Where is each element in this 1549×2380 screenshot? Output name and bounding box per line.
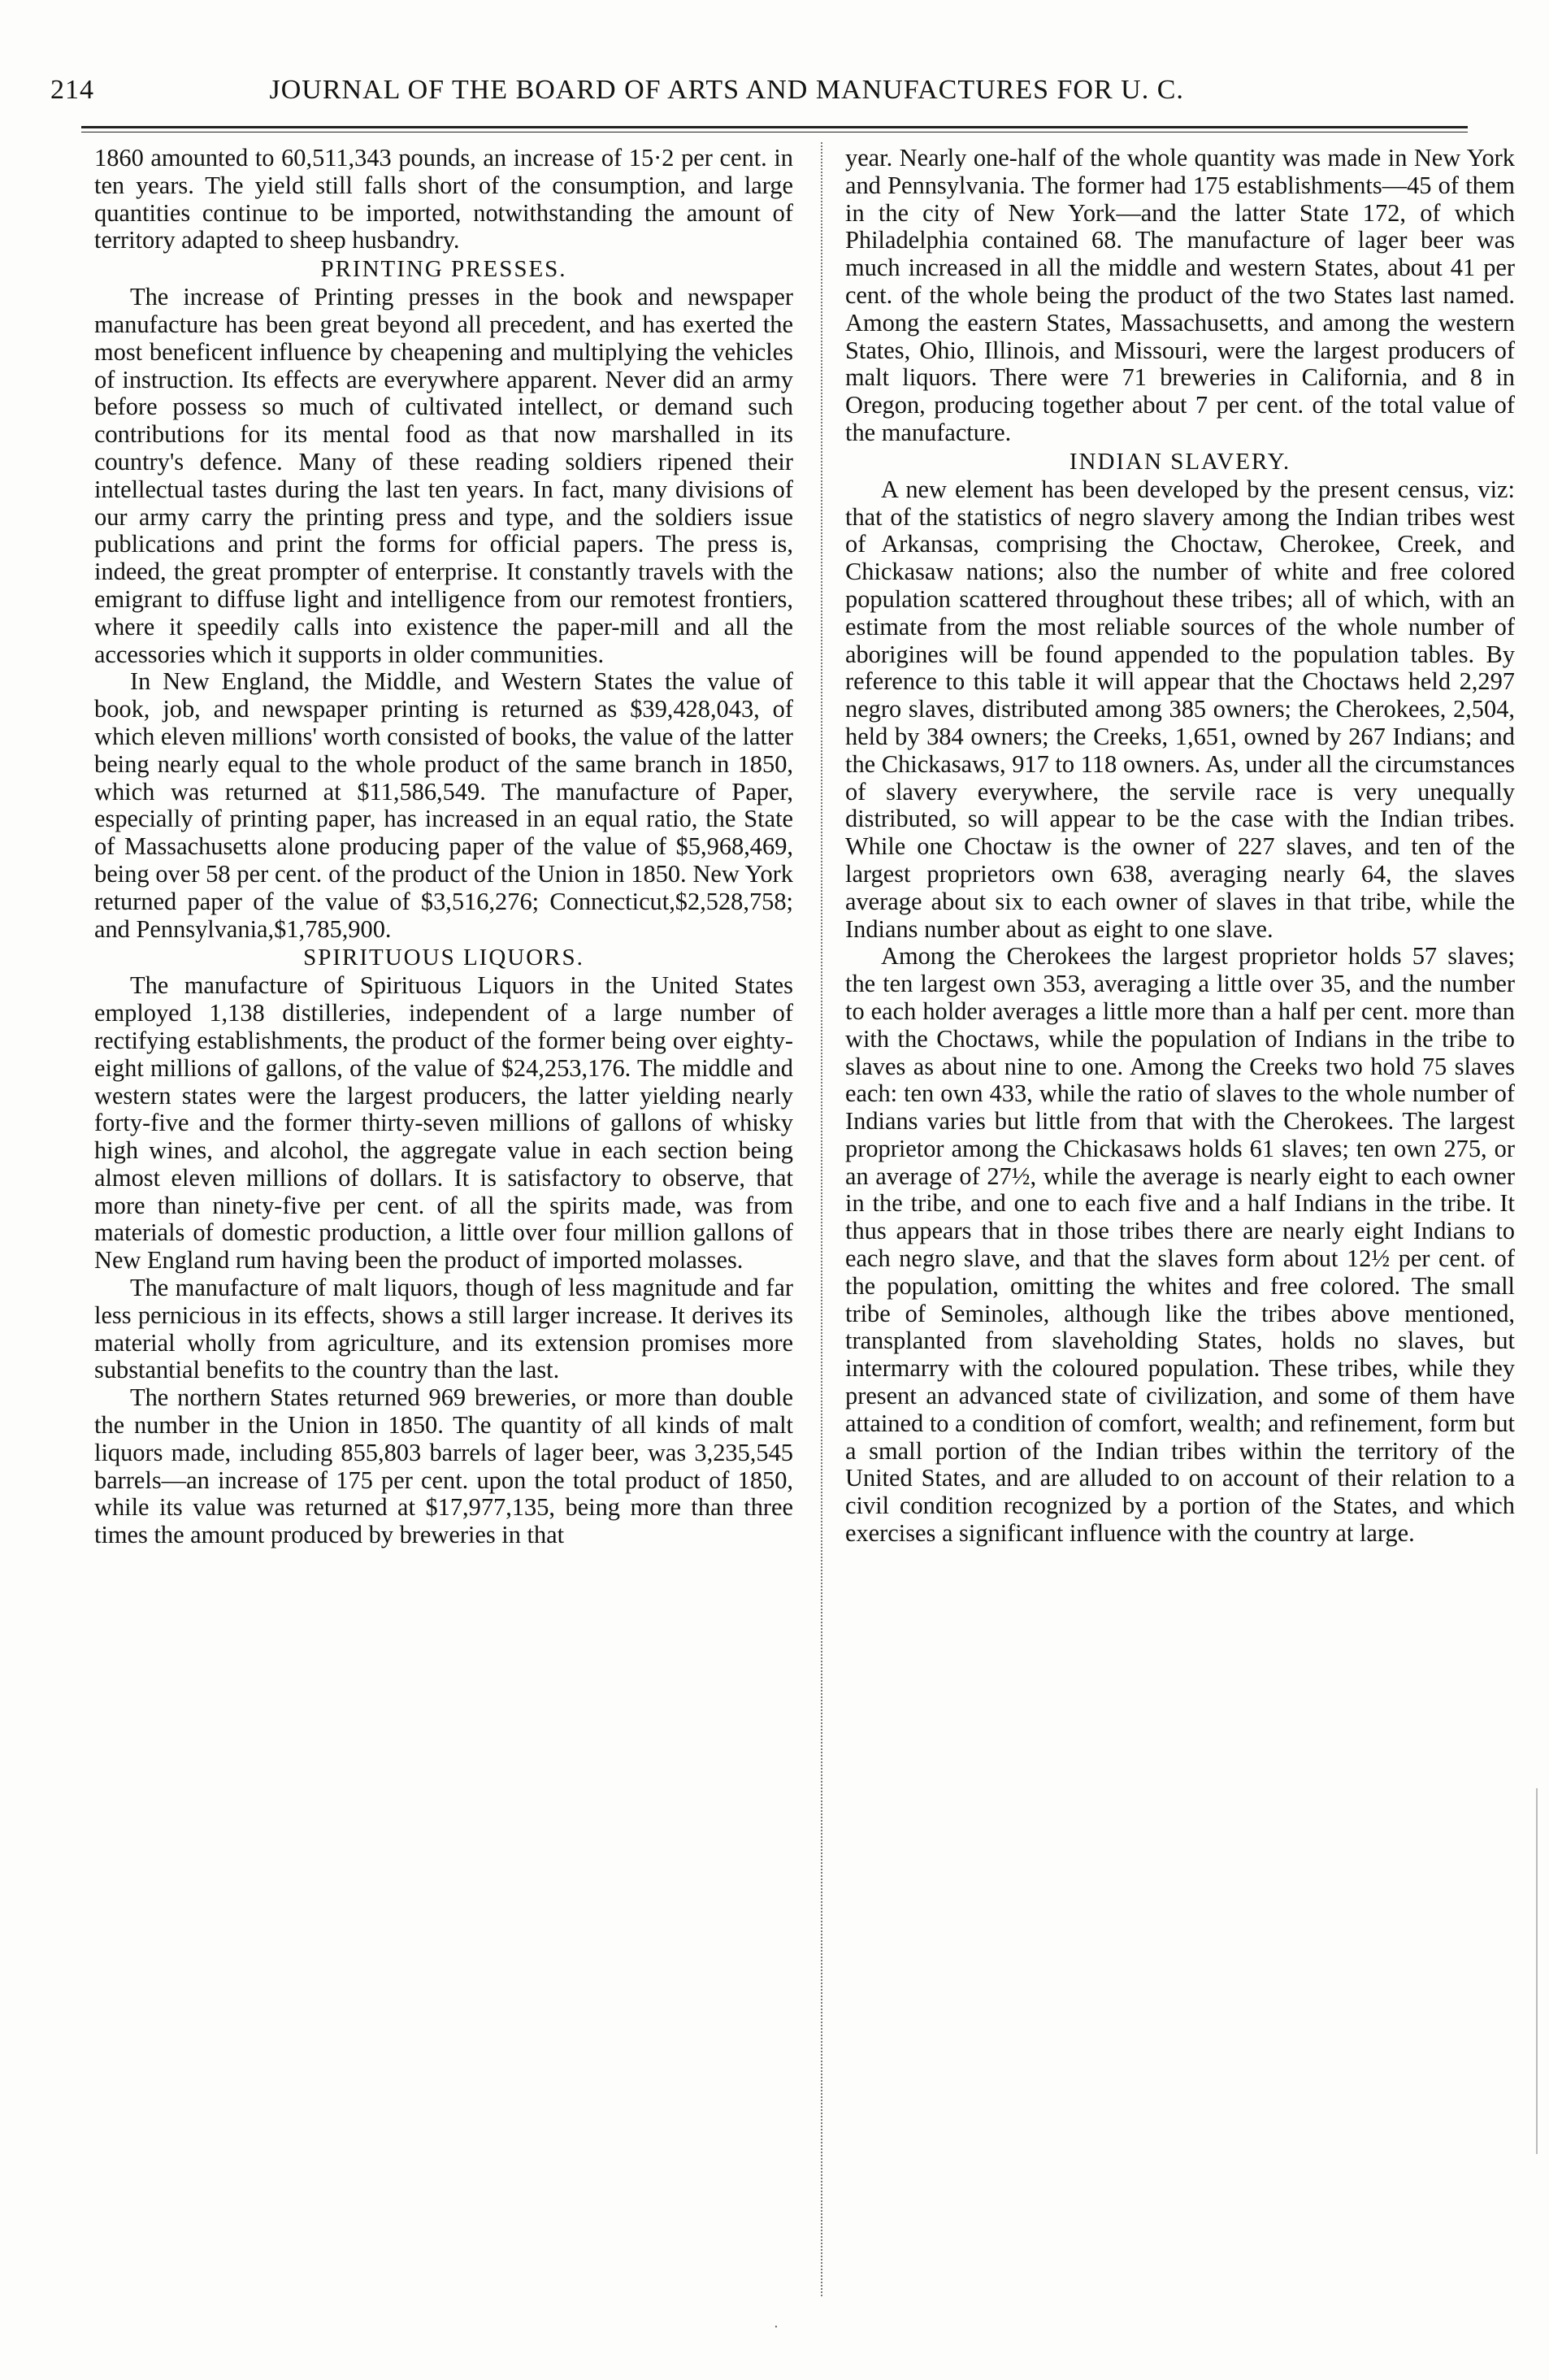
right-column (845, 145, 1515, 1548)
column-divider (821, 142, 822, 2296)
header-rule (81, 126, 1468, 128)
paragraph: The northern States returned 969 breweries, or more than double the number in the Union in 1850. The quantity of all kinds of malt liquors made, including 855,803 barrels of lager beer, was 3,235,545 barrels—an increase of 175 per cent. upon the total product of 1850, while its value was returned at $17,977,135, being more than three times the amount produced by breweries in that (94, 1383, 793, 1549)
paragraph: The manufacture of Spirituous Liquors in the United States employed 1,138 distilleries, independent of a large number of rectifying establishments, the product of the former being over eighty-eight millions of gallons, of the value of $24,253,176. The middle and western states were the largest producers, the latter yielding nearly forty-five and the former thirty-seven millions of gallons of whisky high wines, and alcohol, the aggregate value in each section being almost eleven millions of dollars. It is satisfactory to observe, that more than ninety-five per cent. of all the spirits made, was from materials of domestic production, a little over four million gallons of New England rum having been the product of imported molasses. (94, 971, 793, 1275)
section-heading-indian-slavery: INDIAN SLAVERY. (1069, 448, 1291, 475)
paragraph: 1860 amounted to 60,511,343 pounds, an increase of 15·2 per cent. in ten years. The yield still falls short of the consumption, and large quantities continue to be imported, notwithstanding the amount of territory adapted to sheep husbandry. (94, 144, 793, 254)
paragraph: A new element has been developed by the present census, viz: that of the statistics of negro slavery among the Indian tribes west of Arkansas, comprising the Choctaw, Cherokee, Creek, and Chickasaw nations; also the number of white and free colored population scattered throughout these tribes; all of which, with an estimate from the most reliable sources of the whole number of aborigines will be found appended to the population tables. By reference to this table it will appear that the Choctaws held 2,297 negro slaves, distributed among 385 owners; the Cherokees, 2,504, held by 384 owners; the Creeks, 1,651, owned by 267 Indians; and the Chickasaws, 917 to 118 owners. As, under all the circumstances of slavery everywhere, the servile race is very unequally distributed, so will appear to be the case with the Indian tribes. While one Choctaw is the owner of 227 slaves, and ten of the largest proprietors own 638, averaging nearly 64, the slaves average about six to each owner of slaves in that tribe, while the Indians number about as eight to one slave. (845, 475, 1515, 943)
paragraph: The increase of Printing presses in the book and newspaper manufacture has been great beyond all precedent, and has exerted the most beneficent influence by cheapening and multiplying the vehicles of instruction. Its effects are everywhere apparent. Never did an army before possess so much of cultivated intellect, or demand such contributions for its mental food as that now marshalled in its country's defence. Many of these reading soldiers ripened their intellectual tastes during the last ten years. In fact, many divisions of our army carry the printing press and type, and the soldiers issue publications and print the forms for official papers. The press is, indeed, the great prompter of enterprise. It constantly travels with the emigrant to diffuse light and intelligence from our remotest frontiers, where it speedily calls into existence the paper-mill and all the accessories which it supports in older communities. (94, 283, 793, 668)
page-number: 214 (50, 75, 94, 105)
footer-mark: · (773, 2318, 779, 2336)
section-heading-printing-presses: PRINTING PRESSES. (320, 256, 567, 283)
section-heading-spirituous-liquors: SPIRITUOUS LIQUORS. (303, 945, 584, 971)
page-edge-mark (1526, 1788, 1538, 2154)
paragraph: The manufacture of malt liquors, though of less magnitude and far less pernicious in its effects, shows a still larger increase. It derives its material wholly from agriculture, and its extension promises more substantial benefits to the country than the last. (94, 1274, 793, 1384)
left-column (94, 145, 793, 1549)
running-header (50, 75, 1513, 106)
paragraph: Among the Cherokees the largest proprietor holds 57 slaves; the ten largest own 353, averaging a little over 35, and the number to each holder averages a little more than a half per cent. more than with the Choctaws, while the population of Indians in the tribe to slaves as about nine to one. Among the Creeks two hold 75 slaves each: ten own 433, while the ratio of slaves to the whole number of Indians varies but little from that with the Cherokees. The largest proprietor among the Chickasaws holds 61 slaves; ten own 275, or an average of 27½, while the average is nearly eight to each owner in the tribe, and one to each five and a half Indians in the tribe. It thus appears that in those tribes there are nearly eight Indians to each negro slave, and that the slaves form about 12½ per cent. of the population, omitting the whites and free colored. The small tribe of Seminoles, although like the tribes above mentioned, transplanted from slaveholding States, holds no slaves, but intermarry with the coloured population. These tribes, while they present an advanced state of civilization, and some of them have attained to a condition of comfort, wealth; and refinement, form but a small portion of the Indian tribes within the territory of the United States, and are alluded to on account of their relation to a civil condition recognized by a portion of the States, and which exercises a significant influence with the country at large. (845, 942, 1515, 1548)
paragraph: In New England, the Middle, and Western States the value of book, job, and newspaper printing is returned as $39,428,043, of which eleven millions' worth consisted of books, the value of the latter being nearly equal to the whole product of the same branch in 1850, which was returned at $11,586,549. The manufacture of Paper, especially of printing paper, has increased in an equal ratio, the State of Massachusetts alone producing paper of the value of $5,968,469, being over 58 per cent. of the product of the Union in 1850. New York returned paper of the value of $3,516,276; Connecticut,$2,528,758; and Pennsylvania,$1,785,900. (94, 667, 793, 943)
paragraph: year. Nearly one-half of the whole quantity was made in New York and Pennsylvania. The former had 175 establishments—45 of them in the city of New York—and the latter State 172, of which Philadelphia contained 68. The manufacture of lager beer was much increased in all the middle and western States, about 41 per cent. of the whole being the product of the two States last named. Among the eastern States, Massachusetts, and among the western States, Ohio, Illinois, and Missouri, were the largest producers of malt liquors. There were 71 breweries in California, and 8 in Oregon, producing together about 7 per cent. of the total value of the manufacture. (845, 144, 1515, 446)
journal-title: JOURNAL OF THE BOARD OF ARTS AND MANUFACTURES FOR U. C. (269, 75, 1184, 105)
